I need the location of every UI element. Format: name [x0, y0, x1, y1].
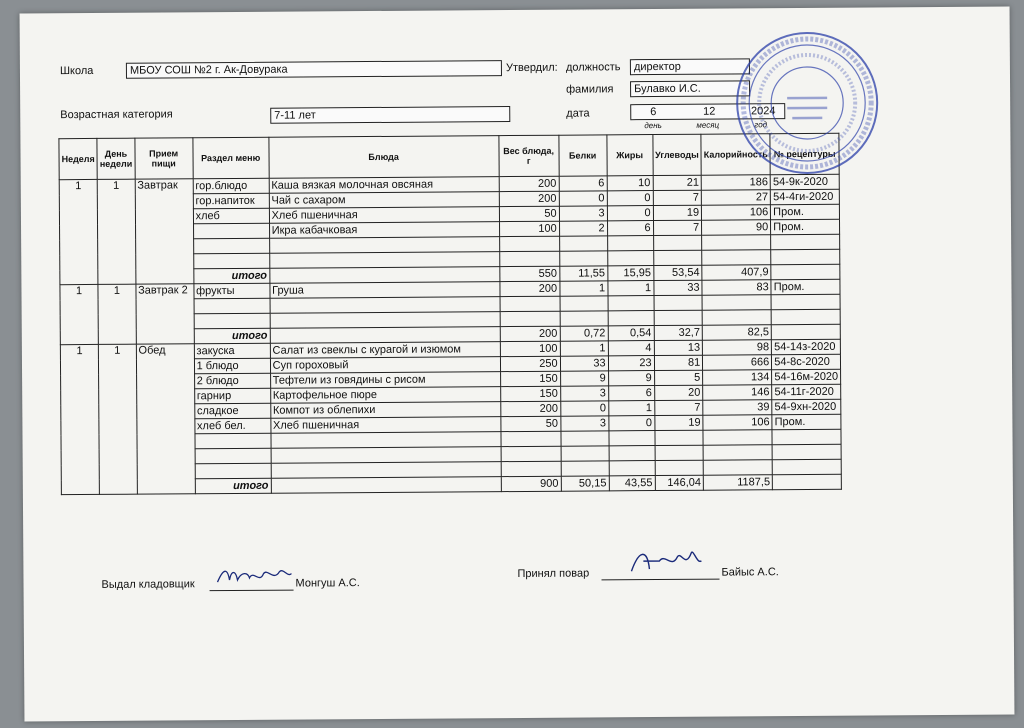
cell-section: хлеб [193, 208, 269, 224]
col-recipe: № рецептуры [770, 133, 839, 174]
document-sheet [20, 7, 1015, 722]
cell-kcal [702, 250, 771, 265]
cell-p [560, 296, 608, 311]
cell-section [194, 313, 270, 329]
cell-recipe [771, 294, 840, 309]
cell-c: 7 [654, 400, 703, 415]
cell-section [195, 448, 271, 464]
total-dish-empty [270, 327, 500, 344]
cell-recipe: 54-16м-2020 [772, 369, 841, 384]
cell-p [559, 236, 607, 251]
cell-recipe [771, 309, 840, 324]
total-dish-empty [269, 267, 499, 284]
cell-w: 50 [499, 206, 559, 221]
cell-recipe: Пром. [771, 219, 840, 234]
storekeeper-signature [213, 564, 293, 589]
cell-dish [269, 237, 499, 254]
total-f: 43,55 [609, 476, 655, 491]
cell-c [653, 250, 702, 265]
cell-section: гор.блюдо [193, 178, 269, 194]
cell-dish: Хлеб пшеничная [270, 417, 500, 434]
cell-day: 1 [99, 344, 137, 494]
cell-p: 3 [560, 386, 608, 401]
total-f: 15,95 [607, 266, 653, 281]
cell-f: 4 [608, 341, 654, 356]
cell-recipe: Пром. [771, 279, 840, 294]
cell-dish: Чай с сахаром [269, 192, 499, 209]
cell-recipe: 54-9к-2020 [770, 174, 839, 189]
cell-kcal [703, 445, 772, 460]
cell-f [609, 431, 655, 446]
total-kcal: 407,9 [702, 265, 771, 280]
cell-recipe: 54-8с-2020 [772, 354, 841, 369]
surname-value: Булавко И.С. [630, 80, 750, 97]
cell-p: 6 [559, 176, 607, 191]
date-day: 6 [650, 106, 657, 119]
cell-dish: Хлеб пшеничная [269, 207, 499, 224]
cell-meal: Обед [136, 344, 195, 494]
cell-p: 3 [559, 206, 607, 221]
total-recipe-empty [771, 324, 840, 339]
age-label: Возрастная категория [60, 108, 173, 122]
position-label: должность [565, 61, 621, 74]
cell-recipe: Пром. [772, 414, 841, 429]
cell-p: 9 [560, 371, 608, 386]
total-c: 146,04 [655, 475, 704, 490]
cell-recipe [772, 429, 841, 444]
cell-section: фрукты [194, 283, 270, 299]
age-value: 7-11 лет [270, 106, 510, 124]
total-label: итого [194, 328, 270, 344]
cell-f [608, 311, 654, 326]
issued-name: Монгуш А.С. [295, 577, 360, 590]
total-p: 11,55 [559, 266, 607, 281]
cell-kcal [702, 310, 771, 325]
total-recipe-empty [771, 264, 840, 279]
total-p: 50,15 [561, 476, 609, 491]
cell-p: 2 [559, 221, 607, 236]
cell-recipe: 54-4ги-2020 [771, 189, 840, 204]
col-week: Неделя [59, 138, 97, 179]
cell-day: 1 [97, 179, 135, 284]
menu-table [58, 133, 842, 495]
cell-c [655, 445, 704, 460]
cook-signature [625, 547, 705, 578]
cell-week: 1 [59, 179, 98, 284]
cell-w: 150 [500, 386, 560, 401]
cell-recipe [771, 249, 840, 264]
cell-w [499, 251, 559, 266]
cell-section [195, 463, 271, 479]
cell-c: 20 [654, 385, 703, 400]
cell-c: 7 [653, 220, 702, 235]
approved-label: Утвердил: [505, 61, 558, 75]
table-header-row [59, 133, 839, 179]
cell-w: 200 [499, 176, 559, 191]
cell-kcal [703, 460, 772, 475]
cell-dish: Икра кабачковая [269, 222, 499, 239]
cell-w: 100 [500, 341, 560, 356]
total-recipe-empty [772, 474, 841, 489]
cell-p: 1 [560, 281, 608, 296]
cell-w [501, 461, 561, 476]
received-label: Принял повар [517, 567, 590, 581]
cell-kcal: 27 [701, 190, 770, 205]
cell-p: 0 [560, 401, 608, 416]
col-weight: Вес блюда, г [499, 135, 559, 176]
col-dish: Блюда [269, 136, 499, 179]
school-value: МБОУ СОШ №2 г. Ак-Довурака [126, 60, 502, 79]
cell-dish: Груша [270, 282, 500, 299]
cell-w [501, 431, 561, 446]
cell-p [560, 311, 608, 326]
cell-w [501, 446, 561, 461]
cell-kcal: 134 [703, 370, 772, 385]
year-caption: год [754, 120, 768, 130]
cell-p [561, 446, 609, 461]
date-month: 12 [703, 105, 716, 118]
total-label: итого [195, 478, 271, 494]
date-label: дата [566, 107, 590, 120]
cell-week: 1 [60, 284, 99, 344]
cell-f: 1 [608, 281, 654, 296]
cell-f [607, 251, 653, 266]
cell-dish [269, 252, 499, 269]
cell-f [607, 236, 653, 251]
total-p: 0,72 [560, 326, 608, 341]
cell-f [608, 296, 654, 311]
total-kcal: 82,5 [702, 325, 771, 340]
cell-c [655, 430, 704, 445]
cell-recipe: Пром. [771, 204, 840, 219]
school-label: Школа [59, 64, 94, 78]
cell-f: 1 [608, 401, 654, 416]
surname-label: фамилия [566, 83, 614, 96]
cell-c [654, 310, 703, 325]
cell-p [561, 461, 609, 476]
cell-section [195, 433, 271, 449]
cell-f [609, 446, 655, 461]
cell-dish [270, 312, 500, 329]
cell-dish: Салат из свеклы с курагой и изюмом [270, 342, 500, 359]
cell-kcal: 186 [701, 175, 770, 190]
cell-section: гор.напиток [193, 193, 269, 209]
col-fat: Жиры [607, 135, 653, 176]
cell-dish: Компот из облепихи [270, 402, 500, 419]
cell-recipe: 54-11г-2020 [772, 384, 841, 399]
cell-c: 33 [654, 280, 703, 295]
cell-w: 200 [499, 191, 559, 206]
cell-c [655, 460, 704, 475]
cell-p [561, 431, 609, 446]
total-f: 0,54 [608, 326, 654, 341]
cell-f: 23 [608, 356, 654, 371]
col-carbs: Углеводы [653, 134, 702, 175]
cell-c: 19 [654, 415, 703, 430]
total-w: 200 [500, 326, 560, 341]
cell-w [499, 236, 559, 251]
cell-dish [271, 462, 501, 479]
month-caption: месяц [696, 120, 720, 130]
cell-c [653, 235, 702, 250]
cell-w: 150 [500, 371, 560, 386]
total-c: 53,54 [653, 265, 702, 280]
cell-c: 21 [653, 175, 702, 190]
cell-w: 250 [500, 356, 560, 371]
cell-section: хлеб бел. [194, 418, 270, 434]
cell-section: сладкое [194, 403, 270, 419]
total-w: 900 [501, 476, 561, 491]
cell-recipe: 54-14з-2020 [772, 339, 841, 354]
cell-c [654, 295, 703, 310]
cell-f: 0 [608, 416, 654, 431]
cell-dish [270, 297, 500, 314]
cell-dish: Каша вязкая молочная овсяная [269, 177, 499, 194]
cell-meal: Завтрак [135, 179, 194, 284]
cell-section: 1 блюдо [194, 358, 270, 374]
cell-kcal [702, 295, 771, 310]
cell-kcal: 146 [703, 385, 772, 400]
col-kcal: Калорийность [701, 134, 770, 175]
cell-f [609, 461, 655, 476]
cell-section [193, 253, 269, 269]
cell-section [194, 298, 270, 314]
cell-c: 5 [654, 370, 703, 385]
col-meal: Прием пищи [135, 138, 193, 179]
cell-w [500, 311, 560, 326]
cell-p: 3 [560, 416, 608, 431]
cell-f: 10 [607, 176, 653, 191]
cell-kcal: 666 [703, 355, 772, 370]
cell-section [193, 238, 269, 254]
cell-c: 7 [653, 190, 702, 205]
cell-section [193, 223, 269, 239]
cell-c: 13 [654, 340, 703, 355]
cell-dish [271, 432, 501, 449]
col-section: Раздел меню [193, 137, 269, 179]
received-name: Байыс А.С. [721, 566, 779, 579]
cell-dish: Тефтели из говядины с рисом [270, 372, 500, 389]
cell-kcal: 106 [702, 205, 771, 220]
cell-f: 0 [607, 206, 653, 221]
cell-kcal: 83 [702, 280, 771, 295]
cell-section: закуска [194, 343, 270, 359]
col-protein: Белки [559, 135, 607, 176]
cell-w: 100 [499, 221, 559, 236]
cell-recipe [772, 444, 841, 459]
cell-w: 200 [500, 281, 560, 296]
cell-c: 81 [654, 355, 703, 370]
col-day: День недели [97, 138, 135, 179]
total-kcal: 1187,5 [703, 475, 772, 490]
cell-f: 0 [607, 191, 653, 206]
cell-p: 1 [560, 341, 608, 356]
cell-kcal [702, 235, 771, 250]
cell-kcal: 98 [703, 340, 772, 355]
issued-label: Выдал кладовщик [101, 578, 195, 591]
cell-p [559, 251, 607, 266]
cell-recipe [771, 234, 840, 249]
total-label: итого [193, 268, 269, 284]
cell-c: 19 [653, 205, 702, 220]
cell-kcal: 90 [702, 220, 771, 235]
cell-w [500, 296, 560, 311]
cell-recipe [772, 459, 841, 474]
cell-section: 2 блюдо [194, 373, 270, 389]
cell-week: 1 [60, 344, 99, 494]
cell-p: 0 [559, 191, 607, 206]
cell-section: гарнир [194, 388, 270, 404]
position-value: директор [630, 58, 750, 75]
cell-w: 200 [500, 401, 560, 416]
total-c: 32,7 [654, 325, 703, 340]
cell-p: 33 [560, 356, 608, 371]
day-caption: день [644, 120, 662, 131]
cell-kcal: 39 [703, 400, 772, 415]
cell-f: 6 [607, 221, 653, 236]
cell-f: 9 [608, 371, 654, 386]
official-seal [732, 27, 883, 178]
cell-kcal: 106 [703, 415, 772, 430]
cell-dish: Суп гороховый [270, 357, 500, 374]
cell-w: 50 [500, 416, 560, 431]
cell-meal: Завтрак 2 [136, 284, 194, 344]
cell-recipe: 54-9хн-2020 [772, 399, 841, 414]
total-dish-empty [271, 477, 501, 494]
cell-kcal [703, 430, 772, 445]
cell-day: 1 [98, 284, 136, 344]
total-w: 550 [499, 266, 559, 281]
cell-f: 6 [608, 386, 654, 401]
cell-dish [271, 447, 501, 464]
cell-dish: Картофельное пюре [270, 387, 500, 404]
date-year: 2024 [750, 105, 776, 118]
